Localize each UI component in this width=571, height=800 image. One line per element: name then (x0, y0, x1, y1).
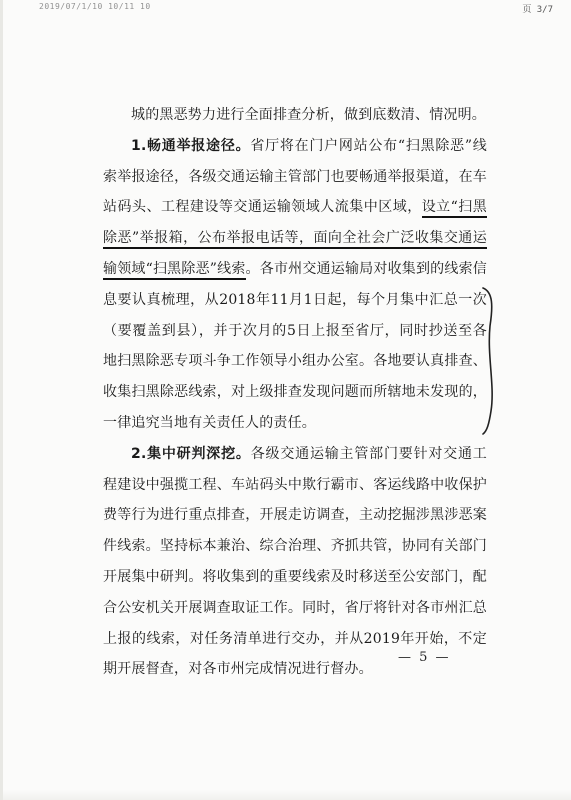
document-body (103, 100, 487, 685)
page-number: — 5 — (398, 650, 451, 665)
fax-transmission-header: 2019/07/1/10 10/11 10 (39, 2, 151, 11)
paragraph-section-1 (103, 131, 487, 439)
scan-edge-shadow (3, 790, 571, 800)
section-1-underlined-text: 设立“扫黑除恶”举报箱，公布举报电话等，面向全社会广泛收集交通运输领域“扫黑除恶”线索 (103, 199, 487, 280)
paragraph-continuation: 城的黑恶势力进行全面排查分析，做到底数清、情况明。 (131, 107, 486, 123)
paragraph-section-2 (103, 439, 487, 685)
page-counter: 页 3/7 (522, 5, 553, 15)
section-1-text-b: 。各市州交通运输局对收集到的线索信息要认真梳理，从2018年11月1日起，每个月集中汇总一次（要覆盖到县），并于次月的5日上报至省厅，同时抄送至各地扫黑除恶专项斗争工作领导小组办公室。各地要认真排查、收集扫黑除恶线索，对上级排查发现问题而所辖地未发现的，一律追究当地有关责任人的责任。 (103, 260, 487, 431)
section-1-title: 1.畅通举报途径。 (131, 137, 251, 154)
section-1-text-a: 省厅将在门户网站公布“扫黑除恶”线索举报途径，各级交通运输主管部门也要畅通举报渠道，在车站码头、工程建设等交通运输领域人流集中区域， (103, 137, 488, 216)
section-2-text: 各级交通运输主管部门要针对交通工程建设中强揽工程、车站码头中欺行霸市、客运线路中收保护费等行为进行重点排查，开展走访调查，主动挖掘涉黑涉恶案件线索。坚持标本兼治、综合治理、齐抓共管，协同有关部门开展集中研判。将收集到的重要线索及时移送至公安部门，配合公安机关开展调查取证工作。同时，省厅将针对各市州汇总上报的线索，对任务清单进行交办，并从2019年开始，不定期开展督查，对各市州完成情况进行督办。 (103, 445, 488, 678)
section-2-title: 2.集中研判深挖。 (131, 445, 251, 462)
